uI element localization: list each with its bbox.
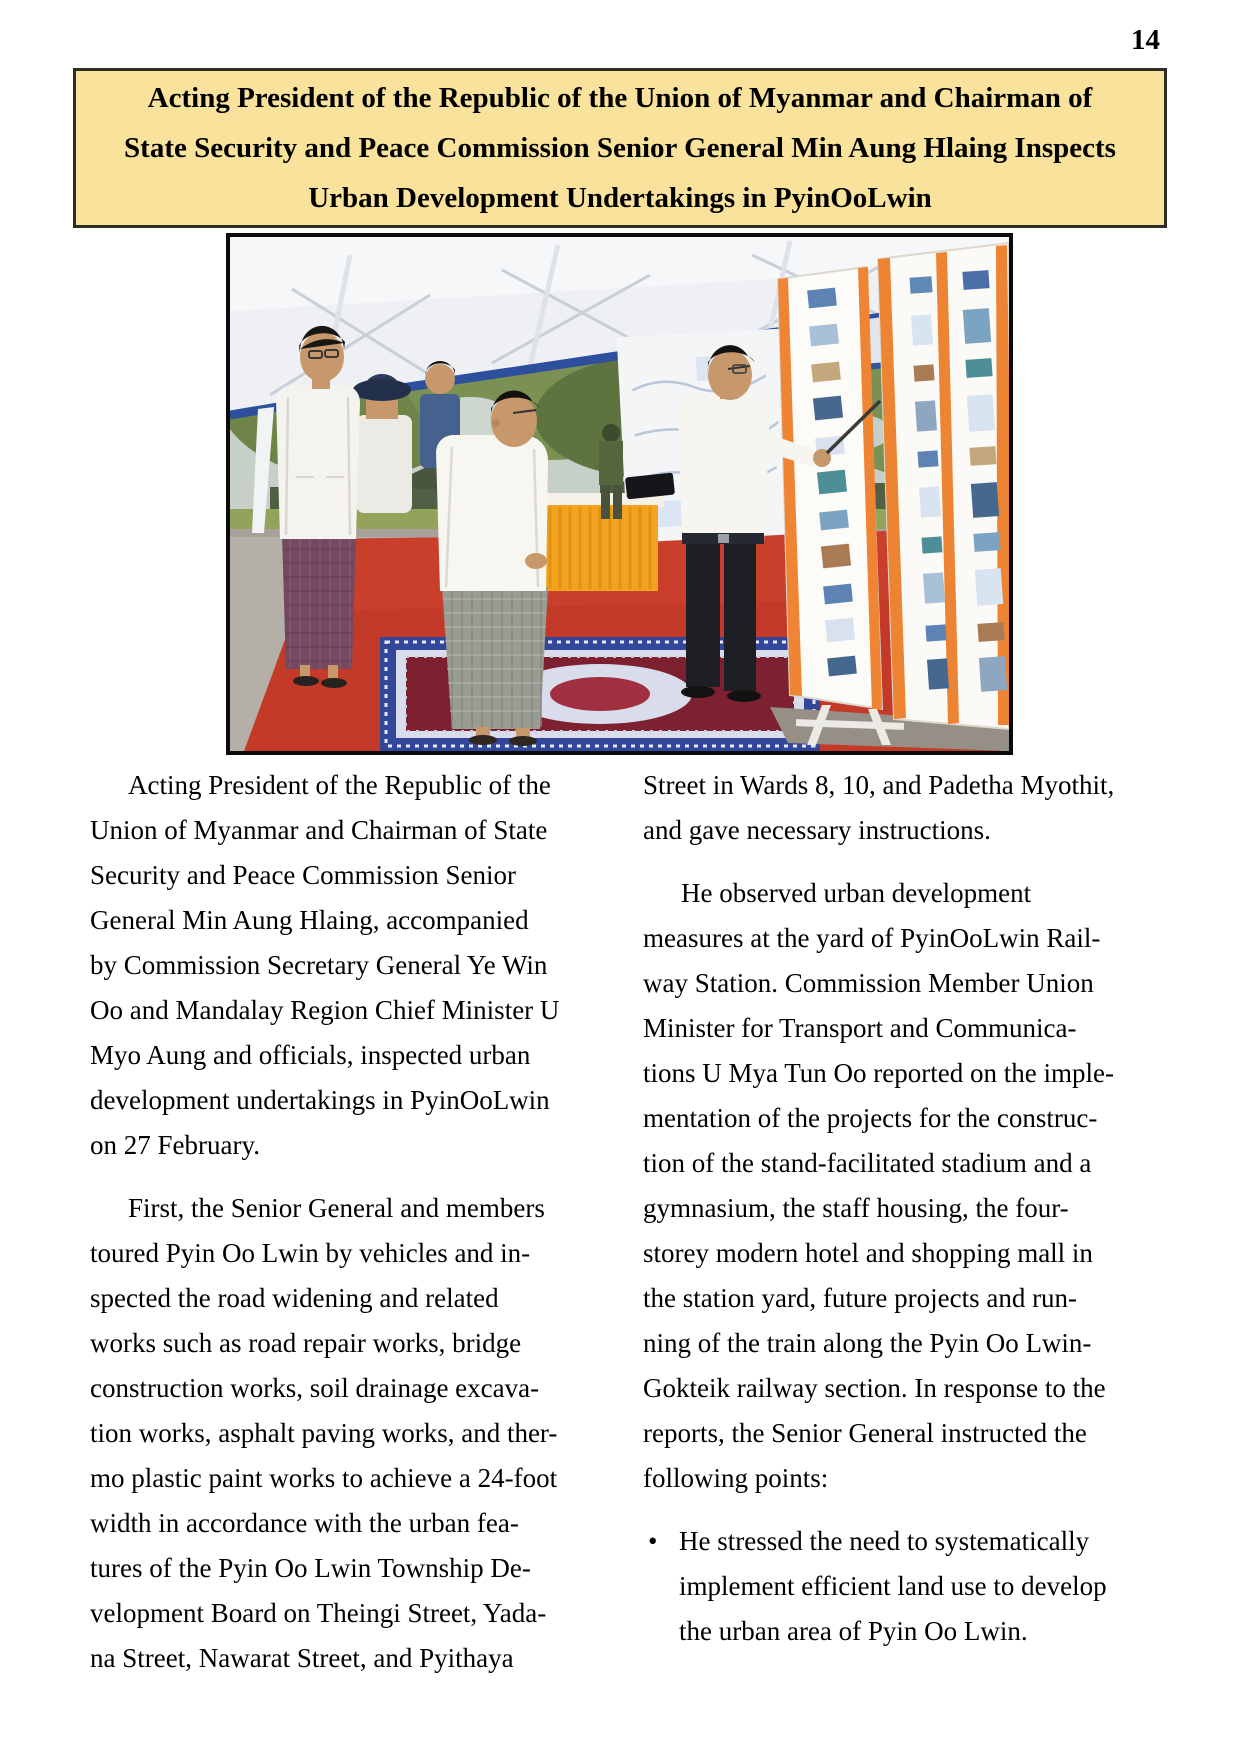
bullet-item xyxy=(643,1519,1160,1654)
text-line: by Commission Secretary General Ye Win xyxy=(90,950,548,980)
text-line: Gokteik railway section. In response to the xyxy=(643,1373,1106,1403)
text-line: Street in Wards 8, 10, and Padetha Myothit, xyxy=(643,770,1115,800)
text-line: the station yard, future projects and run- xyxy=(643,1283,1078,1313)
news-photo xyxy=(226,233,1013,755)
text-line: on 27 February. xyxy=(90,1130,260,1160)
text-line: Security and Peace Commission Senior xyxy=(90,860,516,890)
text-line: He observed urban development xyxy=(681,878,1032,908)
text-line: tions U Mya Tun Oo reported on the imple- xyxy=(643,1058,1114,1088)
text-line: works such as road repair works, bridge xyxy=(90,1328,522,1358)
body-column-right xyxy=(643,763,1160,1654)
text-line: construction works, soil drainage excava- xyxy=(90,1373,540,1403)
headline-line-1: Acting President of the Republic of the Union of Myanmar and Chairman of xyxy=(147,82,1093,114)
paragraph xyxy=(90,763,598,1168)
bullet-marker: • xyxy=(648,1526,658,1556)
senior-general xyxy=(436,390,548,746)
text-line: tion of the stand-facilitated stadium and a xyxy=(643,1148,1092,1178)
paragraph xyxy=(90,1186,598,1681)
text-line: General Min Aung Hlaing, accompanied xyxy=(90,905,529,935)
text-line: the urban area of Pyin Oo Lwin. xyxy=(679,1616,1028,1646)
headline-line-3: Urban Development Undertakings in PyinOoLwin xyxy=(308,182,932,214)
body-column-left xyxy=(90,763,598,1681)
text-line: implement efficient land use to develop xyxy=(679,1571,1107,1601)
officer-with-hat xyxy=(353,374,412,513)
text-line: Minister for Transport and Communica- xyxy=(643,1013,1077,1043)
bullet-text xyxy=(679,1519,1160,1654)
headline-line-2: State Security and Peace Commission Senior General Min Aung Hlaing Inspects xyxy=(124,132,1116,164)
text-line: Myo Aung and officials, inspected urban xyxy=(90,1040,531,1070)
text-line: ning of the train along the Pyin Oo Lwin- xyxy=(643,1328,1092,1358)
text-line: Oo and Mandalay Region Chief Minister U xyxy=(90,995,560,1025)
text-line: development undertakings in PyinOoLwin xyxy=(90,1085,550,1115)
text-line: tures of the Pyin Oo Lwin Township De- xyxy=(90,1553,531,1583)
text-line: storey modern hotel and shopping mall in xyxy=(643,1238,1093,1268)
paragraph xyxy=(643,871,1160,1501)
text-line: spected the road widening and related xyxy=(90,1283,499,1313)
text-line: and gave necessary instructions. xyxy=(643,815,991,845)
text-line: toured Pyin Oo Lwin by vehicles and in- xyxy=(90,1238,531,1268)
text-line: tion works, asphalt paving works, and ther- xyxy=(90,1418,558,1448)
text-line: width in accordance with the urban fea- xyxy=(90,1508,519,1538)
text-line: First, the Senior General and members xyxy=(128,1193,545,1223)
text-line: gymnasium, the staff housing, the four- xyxy=(643,1193,1069,1223)
text-line: na Street, Nawarat Street, and Pyithaya xyxy=(90,1643,514,1673)
paragraph xyxy=(643,763,1160,853)
text-line: measures at the yard of PyinOoLwin Rail- xyxy=(643,923,1101,953)
news-photo-illustration xyxy=(230,237,1009,751)
text-line: Acting President of the Republic of the xyxy=(128,770,551,800)
text-line: following points: xyxy=(643,1463,829,1493)
text-line: velopment Board on Theingi Street, Yada- xyxy=(90,1598,547,1628)
text-line: mentation of the projects for the construc- xyxy=(643,1103,1098,1133)
text-line: Union of Myanmar and Chairman of State xyxy=(90,815,548,845)
headline-box xyxy=(73,68,1167,228)
text-line: way Station. Commission Member Union xyxy=(643,968,1094,998)
page-number: 14 xyxy=(1131,24,1160,56)
text-line: reports, the Senior General instructed the xyxy=(643,1418,1087,1448)
text-line: He stressed the need to systematically xyxy=(679,1526,1090,1556)
text-line: mo plastic paint works to achieve a 24-foot xyxy=(90,1463,558,1493)
